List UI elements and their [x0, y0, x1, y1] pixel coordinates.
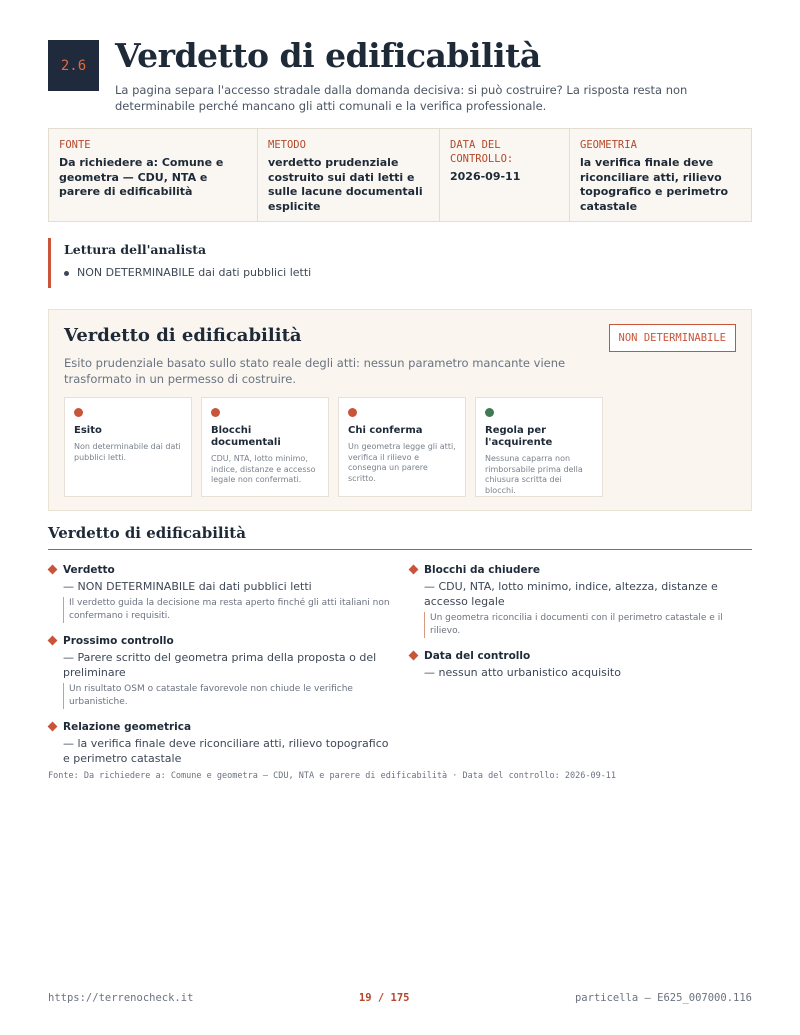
meta-key: GEOMETRIA [580, 139, 637, 151]
meta-value: verdetto prudenziale costruito sui dati letti e sulle lacune documentali esplicite [268, 156, 423, 213]
page-subtitle: La pagina separa l'accesso stradale dalla domanda decisiva: si può costruire? La risposta resta non determinabile perché mancano gli atti comunali e la verifica professionale. [115, 83, 688, 113]
detail-note: Il verdetto guida la decisione ma resta aperto finché gli atti italiani non confermano i requisiti. [63, 597, 391, 623]
meta-cell-metodo [258, 129, 440, 221]
meta-key: FONTE [59, 139, 91, 151]
diamond-bullet-icon [48, 636, 58, 646]
card-blocchi [201, 397, 329, 497]
details-section [48, 524, 752, 777]
detail-title: Relazione geometrica [63, 721, 192, 733]
card-title: Esito [74, 425, 102, 436]
section-number-badge: 2.6 [48, 40, 99, 91]
detail-value: — nessun atto urbanistico acquisito [424, 666, 621, 679]
detail-item-prossimo-controllo [48, 634, 391, 709]
detail-item-blocchi [409, 563, 752, 638]
meta-value: la verifica finale deve riconciliare atti, rilievo topografico e perimetro catastale [580, 156, 729, 213]
detail-item-relazione-geometrica [48, 720, 391, 766]
meta-value: 2026-09-11 [450, 170, 521, 183]
card-title: Regola per l'acquirente [485, 425, 553, 448]
verdict-cards [64, 397, 603, 497]
meta-cell-data [440, 129, 570, 221]
source-line: Fonte: Da richiedere a: Comune e geometra — CDU, NTA e parere di edificabilità · Data del controllo: 2026-09-11 [48, 771, 617, 781]
status-badge: NON DETERMINABILE [609, 324, 736, 352]
diamond-bullet-icon [48, 565, 58, 575]
detail-value: — la verifica finale deve riconciliare atti, rilievo topografico e perimetro catastale [63, 737, 389, 765]
footer-url[interactable]: https://terrenocheck.it [48, 992, 194, 1004]
diamond-bullet-icon [409, 565, 419, 575]
card-esito [64, 397, 192, 497]
detail-value: — CDU, NTA, lotto minimo, indice, altezza, distanze e accesso legale [424, 580, 718, 608]
page-title: Verdetto di edificabilità [115, 36, 541, 75]
meta-cell-fonte [49, 129, 258, 221]
verdict-panel [48, 309, 752, 511]
panel-title: Verdetto di edificabilità [64, 325, 302, 346]
card-text: CDU, NTA, lotto minimo, indice, distanze e accesso legale non confermati. [211, 454, 316, 484]
card-text: Non determinabile dai dati pubblici letti. [74, 442, 181, 462]
analyst-note [48, 238, 752, 288]
meta-table [48, 128, 752, 222]
detail-item-verdetto [48, 563, 391, 623]
status-dot-icon [211, 408, 220, 417]
page-number: 19 / 175 [358, 992, 410, 1004]
card-chi-conferma [338, 397, 466, 497]
footer-parcel: particella — E625_007000.116 [574, 992, 752, 1004]
detail-note: Un geometra riconcilia i documenti con il perimetro catastale e il rilievo. [424, 612, 752, 638]
meta-cell-geometria [570, 129, 751, 221]
card-regola [475, 397, 603, 497]
analyst-title: Lettura dell'analista [64, 242, 207, 257]
meta-key: DATA DEL CONTROLLO: [450, 139, 514, 165]
status-dot-icon [348, 408, 357, 417]
detail-title: Data del controllo [424, 650, 531, 662]
detail-value: — Parere scritto del geometra prima della proposta o del preliminare [63, 651, 377, 679]
analyst-list [64, 266, 752, 279]
details-right-column [409, 563, 752, 777]
diamond-bullet-icon [48, 722, 58, 732]
section-title: Verdetto di edificabilità [48, 524, 752, 550]
status-dot-icon [74, 408, 83, 417]
meta-value: Da richiedere a: Comune e geometra — CDU, NTA e parere di edificabilità [59, 156, 224, 198]
page-footer [48, 992, 752, 1004]
card-text: Nessuna caparra non rimborsabile prima della chiusura scritta dei blocchi. [485, 454, 583, 495]
detail-title: Blocchi da chiudere [424, 564, 540, 576]
card-title: Chi conferma [348, 425, 423, 436]
card-text: Un geometra legge gli atti, verifica il rilievo e consegna un parere scritto. [348, 442, 456, 483]
card-title: Blocchi documentali [211, 425, 281, 448]
detail-title: Prossimo controllo [63, 635, 174, 647]
status-dot-icon [485, 408, 494, 417]
diamond-bullet-icon [409, 651, 419, 661]
panel-description: Esito prudenziale basato sullo stato reale degli atti: nessun parametro mancante viene trasformato in un permesso di costruire. [64, 356, 566, 386]
page-header [48, 36, 752, 120]
detail-note: Un risultato OSM o catastale favorevole non chiude le verifiche urbanistiche. [63, 683, 391, 709]
detail-value: — NON DETERMINABILE dai dati pubblici letti [63, 580, 312, 593]
detail-title: Verdetto [63, 564, 115, 576]
detail-item-data-controllo [409, 649, 752, 680]
details-left-column [48, 563, 391, 777]
meta-key: METODO [268, 139, 306, 151]
analyst-list-item: NON DETERMINABILE dai dati pubblici letti [64, 266, 752, 279]
